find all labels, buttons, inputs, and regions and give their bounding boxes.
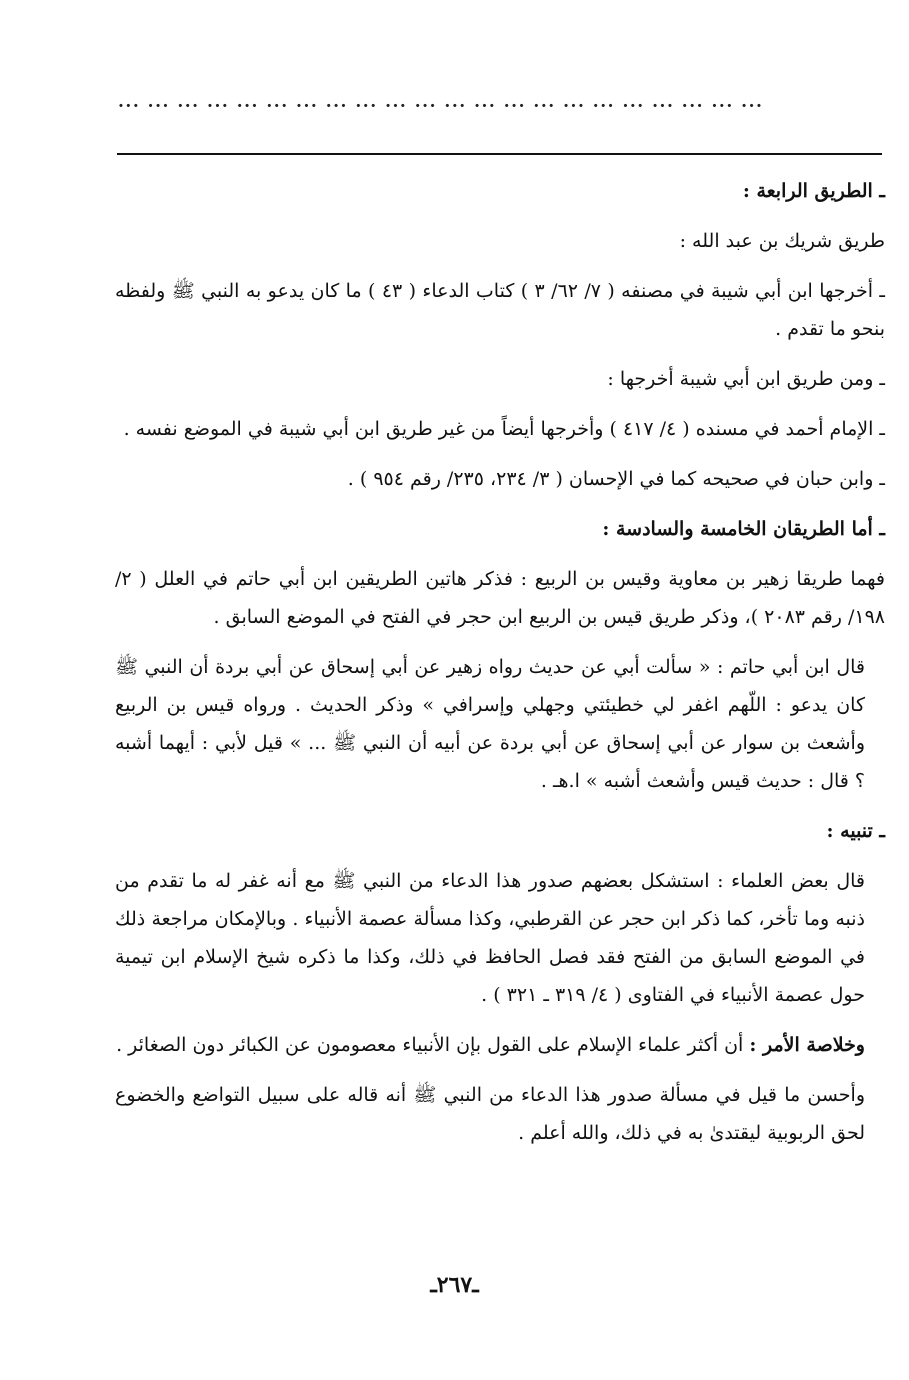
summary-lead: وخلاصة الأمر : xyxy=(749,1034,865,1056)
paragraph-ibn-abi-shaybah: ـ أخرجها ابن أبي شيبة في مصنفه ( ٧/ ٦٢/ ٣ ) كتاب الدعاء ( ٤٣ ) ما كان يدعو به النبي ﷺ ولفظه بنحو ما تقدم . xyxy=(115,280,885,340)
heading-fifth-sixth-routes: ـ أما الطريقان الخامسة والسادسة : xyxy=(602,518,885,540)
paragraph-zuhair-qais: فهما طريقا زهير بن معاوية وقيس بن الربيع : فذكر هاتين الطريقين ابن أبي حاتم في العلل ( ٢/ ١٩٨/ رقم ٢٠٨٣ )، وذكر طريق قيس بن الربيع ابن حجر في الفتح في الموضع السابق . xyxy=(115,568,885,628)
header-rule xyxy=(117,153,882,155)
paragraph-best-explanation: وأحسن ما قيل في مسألة صدور هذا الدعاء من النبي ﷺ أنه قاله على سبيل التواضع والخضوع لحق الربوبية ليقتدىٰ به في ذلك، والله أعلم . xyxy=(115,1084,865,1144)
paragraph-ibn-hibban: ـ وابن حبان في صحيحه كما في الإحسان ( ٣/ ٢٣٤، ٢٣٥/ رقم ٩٥٤ ) . xyxy=(347,468,885,490)
paragraph-scholars-note: قال بعض العلماء : استشكل بعضهم صدور هذا الدعاء من النبي ﷺ مع أنه غفر له ما تقدم من ذنبه وما تأخر، كما ذكر ابن حجر عن القرطبي، وكذا مسألة عصمة الأنبياء . وبالإمكان مراجعة ذلك في الموضع السابق من الفتح فقد فصل الحافظ في ذلك، وكذا ما ذكره شيخ الإسلام ابن تيمية حول عصمة الأنبياء في الفتاوى ( ٤/ ٣١٩ ـ ٣٢١ ) . xyxy=(115,870,865,1006)
heading-fourth-route: ـ الطريق الرابعة : xyxy=(742,180,885,202)
paragraph-ibn-abi-hatim-quote: قال ابن أبي حاتم : « سألت أبي عن حديث رواه زهير عن أبي إسحاق عن أبي بردة أن النبي ﷺ كان يدعو : اللّهم اغفر لي خطيئتي وجهلي وإسرافي » وذكر الحديث . ورواه قيس بن الربيع وأشعث بن سوار عن أبي إسحاق عن أبي بردة عن أبيه أن النبي ﷺ ... » قيل لأبي : أيهما أشبه ؟ قال : حديث قيس وأشعث أشبه » ا.هـ . xyxy=(115,656,865,792)
top-dotted-line: ... ... ... ... ... ... ... ... ... ... ... ... ... ... ... ... ... ... ... ... ... ... xyxy=(118,92,764,112)
summary-text: أن أكثر علماء الإسلام على القول بإن الأنبياء معصومون عن الكبائر دون الصغائر . xyxy=(116,1034,750,1056)
paragraph-via-ibn-abi-shaybah: ـ ومن طريق ابن أبي شيبة أخرجها : xyxy=(607,368,885,390)
paragraph-summary xyxy=(115,1026,885,1064)
paragraph-imam-ahmad: ـ الإمام أحمد في مسنده ( ٤/ ٤١٧ ) وأخرجها أيضاً من غير طريق ابن أبي شيبة في الموضع نفسه . xyxy=(123,418,885,440)
page-body xyxy=(115,172,885,1164)
heading-note: ـ تنبيه : xyxy=(826,820,885,842)
paragraph-sharik-route: طريق شريك بن عبد الله : xyxy=(679,230,885,252)
page-number: ـ٢٦٧ـ xyxy=(430,1272,479,1298)
